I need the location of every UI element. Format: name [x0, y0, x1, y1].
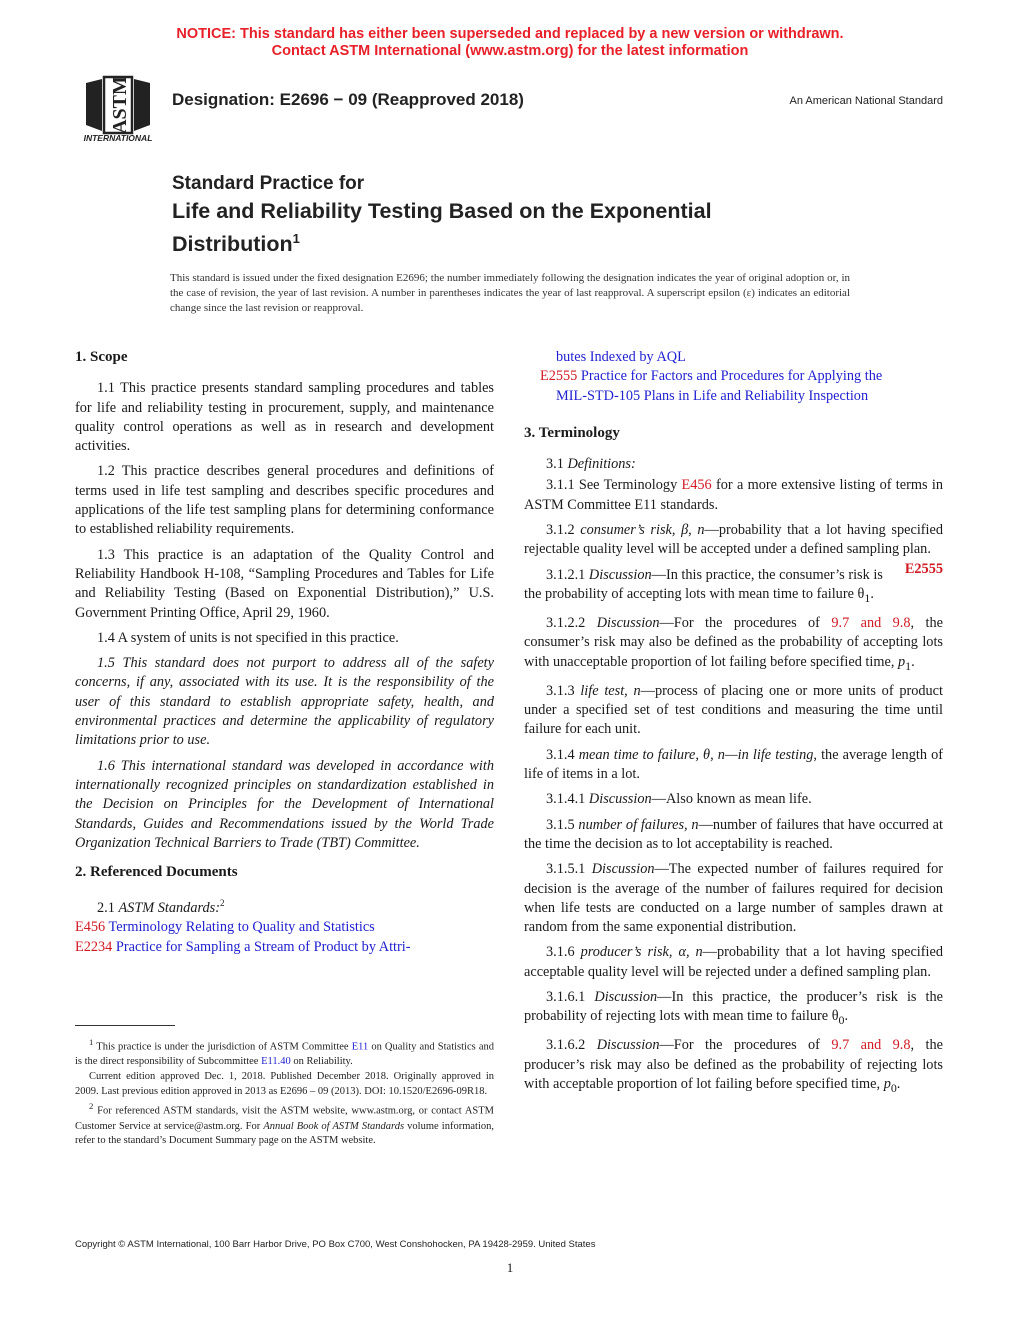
def-3-1-3: 3.1.3 life test, n—process of placing one or more units of product under a specified set of test conditions and measuring the time until failure for each unit.	[524, 682, 943, 738]
ref-e456[interactable]: E456 Terminology Relating to Quality and Statistics	[75, 919, 375, 936]
ref-e2555[interactable]: E2555 Practice for Factors and Procedures for Applying the	[540, 368, 883, 385]
def-3-1-5-1: 3.1.5.1 Discussion—The expected number of failures required for decision is the average of the number of failures required for decision when life tests are conducted on a large number of samples drawn at random from the same exponential distribution.	[524, 861, 944, 936]
def-3-1: 3.1 Definitions:	[546, 456, 636, 473]
para-1-2: 1.2 This practice describes general procedures and definitions of terms used in life test sampling and describes specific procedures and applications of the life test sampling plans for determining conformance to established reliability requirements.	[75, 463, 494, 538]
ref-e2234-cont[interactable]: butes Indexed by AQL	[556, 349, 686, 365]
page-number: 1	[506, 1260, 514, 1275]
intro-paragraph: This standard is issued under the fixed designation E2696; the number immediately following the designation indicates the year of original adoption or, in the case of revision, the year of last revision. A number in parentheses indicates the year of last reapproval. A superscript epsilon (ε) indicates an editorial change since the last revision or reapproval.	[170, 272, 850, 314]
footnote-rule	[75, 1025, 175, 1026]
footnote-1: $^1$ This practice is under the jurisdiction of ASTM Committee E11 on Quality and Statistics and is the direct responsibility of Subcommittee E11.40 on Reliability.	[75, 1037, 494, 1068]
left-column	[75, 348, 494, 963]
astm-logo	[76, 75, 160, 143]
footnote-2: $^2$ For referenced ASTM standards, visit the ASTM website, www.astm.org, or contact ASTM Customer Service at service@astm.org. For Annual Book of ASTM Standards volume information, refer to the standard’s Document Summary page on the ASTM website.	[75, 1101, 494, 1147]
para-1-6: 1.6 This international standard was developed in accordance with internationally recognized principles on standardization established in the Decision on Principles for the Development of International Standards, Guides and Recommendations issued by the World Trade Organization Technical Barriers to Trade (TBT) Committee.	[75, 757, 494, 851]
def-3-1-5: 3.1.5 number of failures, n—number of failures that have occurred at the time the decision as to lot acceptability is reached.	[524, 816, 944, 852]
right-column	[524, 348, 943, 1104]
def-3-1-2: 3.1.2 consumer’s risk, β, n—probability that a lot having specified rejectable quality level will be accepted under a defined sampling plan. E2555	[524, 521, 943, 560]
notice-line-1: NOTICE: This standard has either been superseded and replaced by a new version or withdrawn.	[176, 26, 844, 42]
para-1-4: 1.4 A system of units is not specified in this practice.	[97, 629, 399, 646]
title-line-1: Standard Practice for	[172, 173, 365, 194]
def-3-1-2-2: 3.1.2.2 Discussion—For the procedures of 9.7 and 9.8, the consumer’s risk may also be defined as the probability of accepting lots with unacceptable proportion of lot failing before specified time, $p_1$.	[524, 615, 943, 673]
para-1-3: 1.3 This practice is an adaptation of the Quality Control and Reliability Handbook H-108, “Sampling Procedures and Tables for Life and Reliability Testing (Based on Exponential Distribution),” U.S. Government Printing Office, April 29, 1960.	[75, 546, 494, 621]
def-3-1-6-1: 3.1.6.1 Discussion—In this practice, the producer’s risk is the probability of rejecting lots with mean time to failure $\theta_0$.	[524, 989, 943, 1028]
def-3-1-1: 3.1.1 See Terminology E456 for a more extensive listing of terms in ASTM Committee E11 standards.	[524, 477, 943, 513]
logo-text: ASTM	[109, 76, 131, 134]
footnotes	[75, 1035, 494, 1149]
section-3-heading: 3. Terminology	[524, 424, 620, 441]
title-line-2: Life and Reliability Testing Based on the Exponential	[172, 199, 712, 223]
copyright: Copyright © ASTM International, 100 Barr Harbor Drive, PO Box C700, West Conshohocken, PA 19428-2959. United States	[75, 1239, 596, 1250]
ref-e2234[interactable]: E2234 Practice for Sampling a Stream of Product by Attri-	[75, 938, 411, 955]
link-e456[interactable]: E456	[681, 477, 712, 494]
para-2-1: 2.1 ASTM Standards:$^2$	[97, 898, 225, 917]
link-9-7-9-8[interactable]: 9.7 and 9.8	[831, 615, 911, 632]
def-3-1-6: 3.1.6 producer’s risk, α, n—probability that a lot having specified acceptable quality level will be rejected under a defined sampling plan.	[524, 944, 943, 980]
footnote-link-e11-40[interactable]: E11.40	[261, 1056, 291, 1068]
footnote-link-e11[interactable]: E11	[351, 1041, 369, 1053]
section-2-heading: 2. Referenced Documents	[75, 864, 238, 881]
para-1-5: 1.5 This standard does not purport to address all of the safety concerns, if any, associated with its use. It is the responsibility of the user of this standard to establish appropriate safety, health, and environmental practices and determine the applicability of regulatory limitations prior to use.	[75, 655, 494, 749]
def-3-1-6-2: 3.1.6.2 Discussion—For the procedures of 9.7 and 9.8, the producer’s risk may also be defined as the probability of rejecting lots with acceptable proportion of lot failing before specified time, $p_0$.	[524, 1037, 943, 1095]
designation: Designation: E2696 − 09 (Reapproved 2018)	[172, 90, 524, 109]
def-3-1-4-1: 3.1.4.1 Discussion—Also known as mean life.	[546, 791, 812, 808]
logo-subtext: INTERNATIONAL	[83, 133, 153, 143]
title-footnote-ref[interactable]: 1	[292, 231, 300, 246]
footnote-current-edition: Current edition approved Dec. 1, 2018. Published December 2018. Originally approved in 2009. Last previous edition approved in 2013 as E2696 – 09 (2013). DOI: 10.1520/E2696-09R18.	[75, 1070, 494, 1097]
section-1-heading: 1. Scope	[75, 349, 128, 365]
american-national-standard: An American National Standard	[789, 95, 943, 107]
def-3-1-4: 3.1.4 mean time to failure, θ, n—in life testing, the average length of life of items in a lot.	[524, 746, 943, 783]
notice-line-2: Contact ASTM International (www.astm.org) for the latest information	[271, 43, 749, 59]
def-3-1-2-1: 3.1.2.1 Discussion—In this practice, the consumer’s risk is the probability of accepting lots with mean time to failure $\theta_1$.	[524, 566, 883, 605]
title-line-3: Distribution$^1$	[172, 231, 300, 257]
title-main	[172, 198, 812, 258]
link-9-7-9-8-b[interactable]: 9.7 and 9.8	[831, 1037, 911, 1054]
ref-e2555-cont[interactable]: MIL-STD-105 Plans in Life and Reliability Inspection	[556, 387, 869, 404]
link-e2555[interactable]: E2555	[904, 560, 943, 577]
para-1-1: 1.1 This practice presents standard sampling procedures and tables for life and reliability testing in procurement, supply, and maintenance quality control operations as well as in research and development activities.	[75, 380, 494, 455]
